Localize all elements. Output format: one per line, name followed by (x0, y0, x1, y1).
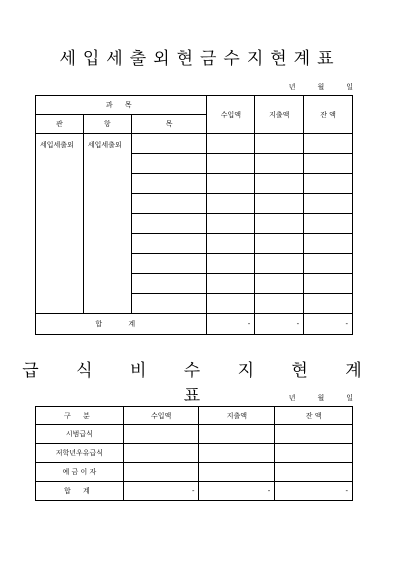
day-label: 일 (346, 83, 353, 91)
month-label: 월 (317, 83, 325, 91)
table-cell[interactable] (304, 154, 353, 174)
total-label: 합 계 (36, 482, 124, 501)
table-cell[interactable] (304, 194, 353, 214)
year-label: 년 (288, 394, 296, 402)
table-cell[interactable] (207, 254, 255, 274)
table-cell[interactable] (207, 294, 255, 314)
table-cell[interactable] (131, 254, 207, 274)
table-cell[interactable] (123, 444, 199, 463)
table-cell[interactable] (123, 463, 199, 482)
header-subject: 과 목 (36, 96, 207, 115)
table-cell[interactable] (131, 294, 207, 314)
table-cell[interactable] (304, 174, 353, 194)
table-cell[interactable] (275, 444, 353, 463)
table-cell[interactable] (131, 214, 207, 234)
header-balance: 잔 액 (275, 407, 353, 425)
table-cell[interactable] (131, 174, 207, 194)
header-expense: 지출액 (255, 96, 304, 134)
table-cell[interactable] (131, 154, 207, 174)
header-income: 수입액 (123, 407, 199, 425)
table-cell[interactable] (207, 194, 255, 214)
row-label: 저학년우유급식 (36, 444, 124, 463)
table-cell[interactable] (207, 174, 255, 194)
table-cell[interactable] (255, 174, 304, 194)
total-income: - (123, 482, 199, 501)
total-income: - (207, 314, 255, 335)
table-cell[interactable] (207, 234, 255, 254)
day-label: 일 (346, 394, 353, 402)
total-expense: - (255, 314, 304, 335)
total-label: 합 계 (36, 314, 207, 335)
cash-flow-table (35, 95, 353, 335)
header-gwan: 관 (36, 115, 84, 134)
page-title: 세입세출외현금수지현계표 (59, 49, 341, 69)
table-cell[interactable] (131, 194, 207, 214)
table-cell[interactable] (207, 214, 255, 234)
table-cell[interactable] (131, 134, 207, 154)
table-cell[interactable] (131, 274, 207, 294)
table-cell[interactable] (275, 463, 353, 482)
table-cell[interactable] (255, 194, 304, 214)
meal-fee-table (35, 406, 353, 501)
total-expense: - (199, 482, 275, 501)
table-cell[interactable] (255, 154, 304, 174)
table-cell[interactable] (304, 294, 353, 314)
table-cell[interactable] (255, 214, 304, 234)
header-income: 수입액 (207, 96, 255, 134)
table-cell[interactable] (304, 234, 353, 254)
header-expense: 지출액 (199, 407, 275, 425)
table-cell[interactable] (275, 425, 353, 444)
table-cell[interactable] (255, 254, 304, 274)
date-line (289, 393, 353, 403)
row-label: 예 금 이 자 (36, 463, 124, 482)
table-cell[interactable] (123, 425, 199, 444)
table-cell[interactable] (199, 463, 275, 482)
table-cell[interactable] (304, 254, 353, 274)
table-cell[interactable] (199, 444, 275, 463)
table-cell[interactable] (207, 134, 255, 154)
table-cell[interactable] (255, 134, 304, 154)
table-cell[interactable] (207, 274, 255, 294)
month-label: 월 (317, 394, 325, 402)
table-cell[interactable] (207, 154, 255, 174)
total-balance: - (275, 482, 353, 501)
header-mok: 목 (131, 115, 207, 134)
table-cell[interactable] (255, 294, 304, 314)
header-balance: 잔 액 (304, 96, 353, 134)
table-cell[interactable] (199, 425, 275, 444)
gwan-cell: 세입세출외 (36, 134, 84, 314)
date-line (289, 82, 353, 92)
header-category: 구 분 (36, 407, 124, 425)
table-cell[interactable] (255, 274, 304, 294)
table-cell[interactable] (255, 234, 304, 254)
table-cell[interactable] (304, 274, 353, 294)
header-hang: 항 (83, 115, 131, 134)
table-cell[interactable] (304, 214, 353, 234)
table-cell[interactable] (131, 234, 207, 254)
section-title: 급 식 비 수 지 현 계 표 (22, 361, 378, 406)
row-label: 시범급식 (36, 425, 124, 444)
total-balance: - (304, 314, 353, 335)
table-cell[interactable] (304, 134, 353, 154)
hang-cell: 세입세출외 (83, 134, 131, 314)
year-label: 년 (288, 83, 296, 91)
